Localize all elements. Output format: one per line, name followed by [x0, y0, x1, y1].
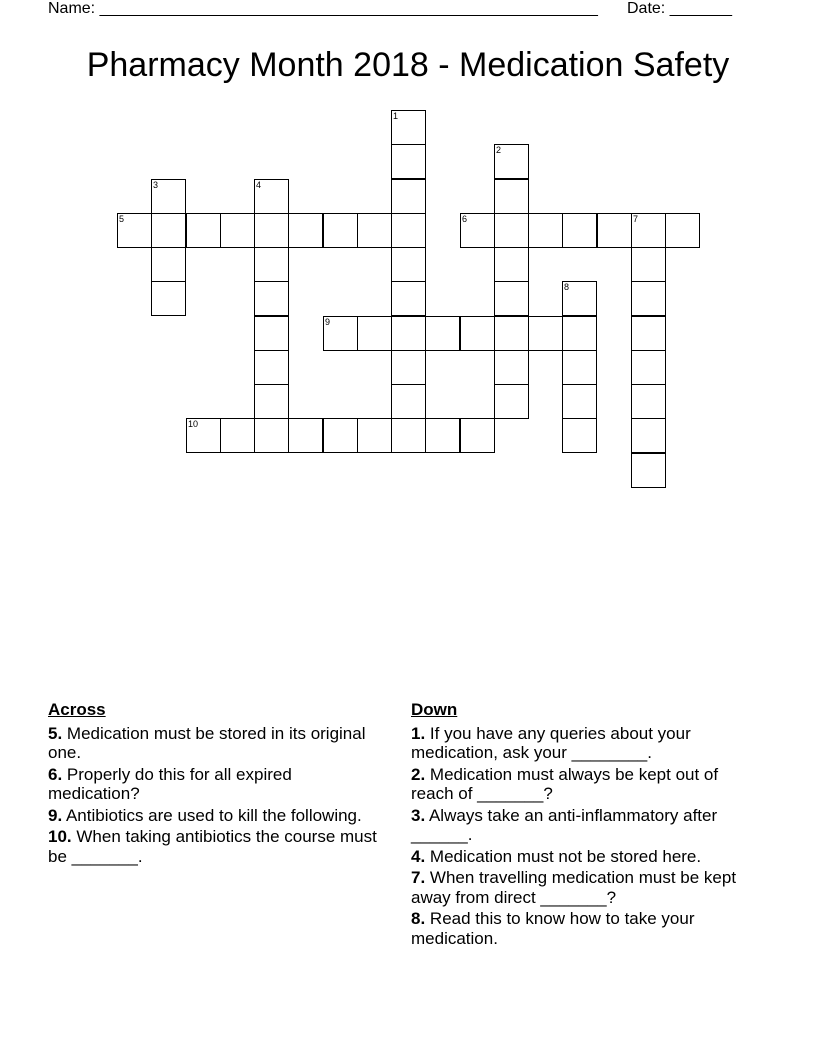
crossword-cell[interactable]: [494, 179, 529, 214]
across-heading: Across: [48, 700, 106, 719]
crossword-cell[interactable]: [631, 247, 666, 282]
across-clues: [48, 700, 388, 868]
clue-text: Medication must not be stored here.: [425, 846, 702, 866]
clue-number: 5.: [48, 723, 63, 743]
crossword-cell[interactable]: [528, 316, 563, 351]
crossword-cell[interactable]: [631, 384, 666, 419]
clue-text: Properly do this for all expired medication?: [48, 764, 292, 803]
crossword-cell[interactable]: [220, 213, 255, 248]
crossword-cell[interactable]: [391, 144, 426, 179]
crossword-cell[interactable]: [425, 418, 460, 453]
crossword-cell[interactable]: [562, 281, 597, 316]
clue-down-1: [411, 724, 756, 763]
clue-across-9: [48, 806, 388, 826]
date-field: Date: _______: [627, 0, 732, 17]
crossword-cell[interactable]: [151, 281, 186, 316]
crossword-cell[interactable]: [391, 179, 426, 214]
clue-text: Medication must be stored in its original one.: [48, 723, 366, 762]
down-clues: [411, 700, 756, 950]
clue-number-label: 2: [496, 145, 502, 155]
crossword-cell[interactable]: [425, 316, 460, 351]
clue-number: 3.: [411, 805, 426, 825]
crossword-cell[interactable]: [631, 316, 666, 351]
crossword-cell[interactable]: [494, 350, 529, 385]
clue-text: Always take an anti-inflammatory after ______.: [411, 805, 718, 844]
crossword-cell[interactable]: [357, 213, 392, 248]
clue-number: 8.: [411, 909, 426, 928]
crossword-cell[interactable]: [528, 213, 563, 248]
crossword-cell[interactable]: [597, 213, 632, 248]
crossword-cell[interactable]: [254, 418, 289, 453]
crossword-cell[interactable]: [254, 179, 289, 214]
crossword-cell[interactable]: [254, 316, 289, 351]
crossword-cell[interactable]: [288, 418, 323, 453]
clue-number-label: 1: [393, 111, 399, 121]
crossword-cell[interactable]: [254, 281, 289, 316]
clue-number-label: 8: [564, 282, 570, 292]
crossword-cell[interactable]: [151, 179, 186, 214]
clue-number-label: 10: [188, 419, 199, 429]
clue-number: 9.: [48, 805, 63, 825]
crossword-cell[interactable]: [562, 316, 597, 351]
crossword-cell[interactable]: [631, 418, 666, 453]
crossword-cell[interactable]: [391, 316, 426, 351]
clue-number: 2.: [411, 764, 426, 784]
clue-down-2: [411, 765, 756, 804]
crossword-cell[interactable]: [357, 418, 392, 453]
clue-text: When taking antibiotics the course must be _______.: [48, 827, 377, 866]
clue-text: If you have any queries about your medication, ask your ________.: [411, 723, 691, 762]
crossword-cell[interactable]: [391, 418, 426, 453]
clue-number-label: 9: [325, 317, 331, 327]
clue-down-7: [411, 868, 756, 907]
clue-text: When travelling medication must be kept away from direct _______?: [411, 868, 737, 907]
clue-number-label: 7: [633, 214, 639, 224]
crossword-cell[interactable]: [494, 213, 529, 248]
crossword-cell[interactable]: [494, 316, 529, 351]
crossword-cell[interactable]: [494, 144, 529, 179]
crossword-cell[interactable]: [254, 247, 289, 282]
crossword-cell[interactable]: [631, 281, 666, 316]
clue-number: 7.: [411, 868, 426, 887]
clue-number: 10.: [48, 827, 72, 846]
crossword-cell[interactable]: [562, 418, 597, 453]
crossword-cell[interactable]: [391, 213, 426, 248]
clue-number-label: 6: [462, 214, 468, 224]
clue-down-8: [411, 909, 756, 948]
crossword-cell[interactable]: [151, 247, 186, 282]
crossword-cell[interactable]: [323, 213, 358, 248]
crossword-cell[interactable]: [151, 213, 186, 248]
crossword-cell[interactable]: [254, 350, 289, 385]
crossword-cell[interactable]: [631, 453, 666, 488]
crossword-cell[interactable]: [631, 350, 666, 385]
clue-number: 4.: [411, 846, 426, 866]
page-title: Pharmacy Month 2018 - Medication Safety: [86, 46, 730, 84]
crossword-cell[interactable]: [562, 384, 597, 419]
clue-across-5: [48, 724, 388, 763]
clue-across-6: [48, 765, 388, 804]
clue-across-10: [48, 827, 388, 866]
crossword-cell[interactable]: [562, 213, 597, 248]
crossword-cell[interactable]: [391, 110, 426, 145]
crossword-cell[interactable]: [323, 316, 358, 351]
crossword-cell[interactable]: [665, 213, 700, 248]
crossword-cell[interactable]: [186, 213, 221, 248]
crossword-cell[interactable]: [494, 281, 529, 316]
crossword-cell[interactable]: [460, 418, 495, 453]
crossword-cell[interactable]: [254, 384, 289, 419]
clue-number-label: 3: [153, 180, 159, 190]
crossword-cell[interactable]: [288, 213, 323, 248]
crossword-cell[interactable]: [220, 418, 255, 453]
clue-text: Medication must always be kept out of reach of _______?: [411, 764, 719, 803]
crossword-cell[interactable]: [562, 350, 597, 385]
crossword-cell[interactable]: [186, 418, 221, 453]
name-field: Name: ________________________________________________________: [48, 0, 598, 17]
crossword-cell[interactable]: [254, 213, 289, 248]
crossword-cell[interactable]: [391, 281, 426, 316]
crossword-cell[interactable]: [460, 316, 495, 351]
crossword-cell[interactable]: [323, 418, 358, 453]
crossword-cell[interactable]: [117, 213, 152, 248]
crossword-cell[interactable]: [631, 213, 666, 248]
clue-down-3: [411, 806, 756, 845]
crossword-cell[interactable]: [494, 247, 529, 282]
crossword-cell[interactable]: [391, 384, 426, 419]
crossword-cell[interactable]: [391, 350, 426, 385]
clue-number-label: 4: [256, 180, 262, 190]
clue-number-label: 5: [119, 214, 125, 224]
crossword-cell[interactable]: [460, 213, 495, 248]
crossword-cell[interactable]: [357, 316, 392, 351]
clue-down-4: [411, 847, 756, 867]
clue-text: Read this to know how to take your medication.: [411, 909, 695, 948]
crossword-cell[interactable]: [391, 247, 426, 282]
clue-number: 1.: [411, 723, 426, 743]
clue-number: 6.: [48, 764, 63, 784]
down-heading: Down: [411, 700, 458, 719]
crossword-cell[interactable]: [494, 384, 529, 419]
clue-text: Antibiotics are used to kill the following.: [62, 805, 362, 825]
